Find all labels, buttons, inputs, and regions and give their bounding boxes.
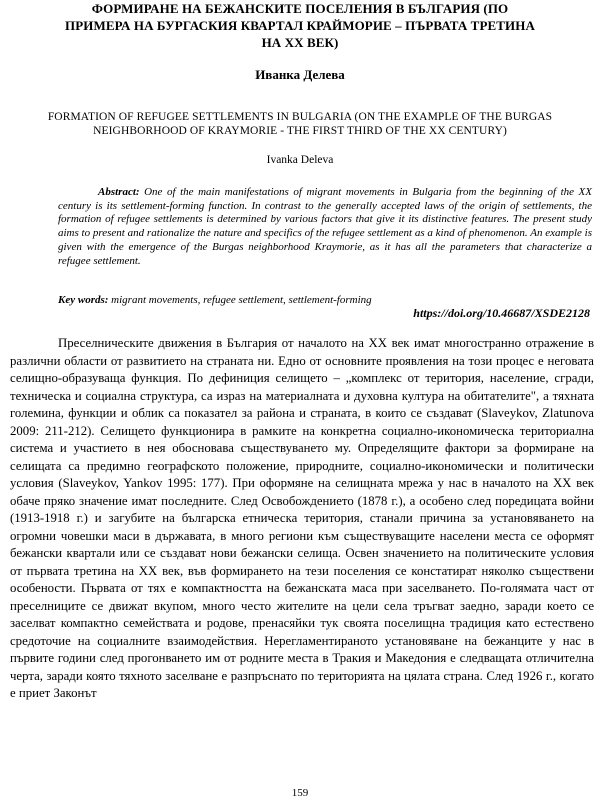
title-bulgarian: ФОРМИРАНЕ НА БЕЖАНСКИТЕ ПОСЕЛЕНИЯ В БЪЛГАРИЯ (ПО ПРИМЕРА НА БУРГАСКИЯ КВАРТАЛ КРАЙМОРИЕ – ПЪРВАТА ТРЕТИНА НА ХХ ВЕК) bbox=[65, 1, 535, 50]
author-bulgarian: Иванка Делева bbox=[255, 67, 345, 82]
author-english: Ivanka Deleva bbox=[266, 154, 334, 166]
body-paragraph: Преселническите движения в България от началото на ХХ век имат многостранно отражение в различни области от развитието на страната ни. Едно от основните проявления на този процес е неговата селищно-образуваща функция. По дефиниция селището – „комплекс от територия, население, сгради, техническа и социална структура, са израз на материалната и духовна култура на обитателите", а тяхната големина, функции и облик са показател за района и страната, в които се създават (Slaveykov, Zlatunova 2009: 211-212). Селището функционира в рамките на конкретна социално-икономическа териториална система и участието в нея обосновава съществуването му. Определящите фактори за формиране на селищата са предимно географското положение, природните, социално-икономически и политически условия (Slaveykov, Yankov 1995: 177). При оформяне на селищната мрежа у нас в началото на ХХ век обаче пряко значение имат последните. След Освобождението (1878 г.), а особено след поредицата войни (1913-1918 г.) и загубите на българска етническа територия, станали причина за установяването на огромни човешки маси в държавата, в много региони към съществуващите населени места се оформят бежански квартали или се създават нови бежански селища. Освен значението на политическите условия от първата третина на ХХ век, във формирането на тези поселения се констатират няколко съществени особености. Първата от тях е компактността на бежанската маса при заселването. По-голямата част от преселниците се движат вкупом, много често жителите на цели села тръгват заедно, заради което се заселват компактно семействата и родове, пренасяйки тук своята поселищна традиция като естествено средоточие на социалните взаимодействия. Нерегламентираното установяване на бежанците у нас в първите години след прогонването им от родните места в Тракия и Македония е следващата отличителна черта, заради която тяхното заселване е разпръснато по територията на цялата страна. След 1926 г., когато е приет Законът bbox=[10, 336, 594, 700]
abstract bbox=[58, 186, 592, 268]
keywords-label: Key words: bbox=[58, 294, 109, 306]
abstract-text: One of the main manifestations of migrant movements in Bulgaria from the beginning of the XX century is its settlement-forming function. In contrast to the generally accepted laws of the origin of settlements, the formation of refugee settlements is determined by various factors that give it its distinctive features. The present study aims to present and rationalize the nature and specifics of the refugee settlement as a kind of phenomenon. An example is given with the emergence of the Burgas neighborhood Kraymorie, as it has all the parameters that characterize a refugee settlement. bbox=[58, 186, 592, 267]
abstract-label: Abstract: bbox=[98, 186, 140, 198]
doi-link[interactable]: https://doi.org/10.46687/XSDE2128 bbox=[413, 306, 590, 320]
page-number: 159 bbox=[291, 787, 309, 799]
title-english: FORMATION OF REFUGEE SETTLEMENTS IN BULGARIA (ON THE EXAMPLE OF THE BURGAS NEIGHBORHOOD OF KRAYMORIE - THE FIRST THIRD OF THE XX CENTURY) bbox=[47, 111, 553, 137]
keywords-text: migrant movements, refugee settlement, settlement-forming bbox=[108, 294, 372, 306]
